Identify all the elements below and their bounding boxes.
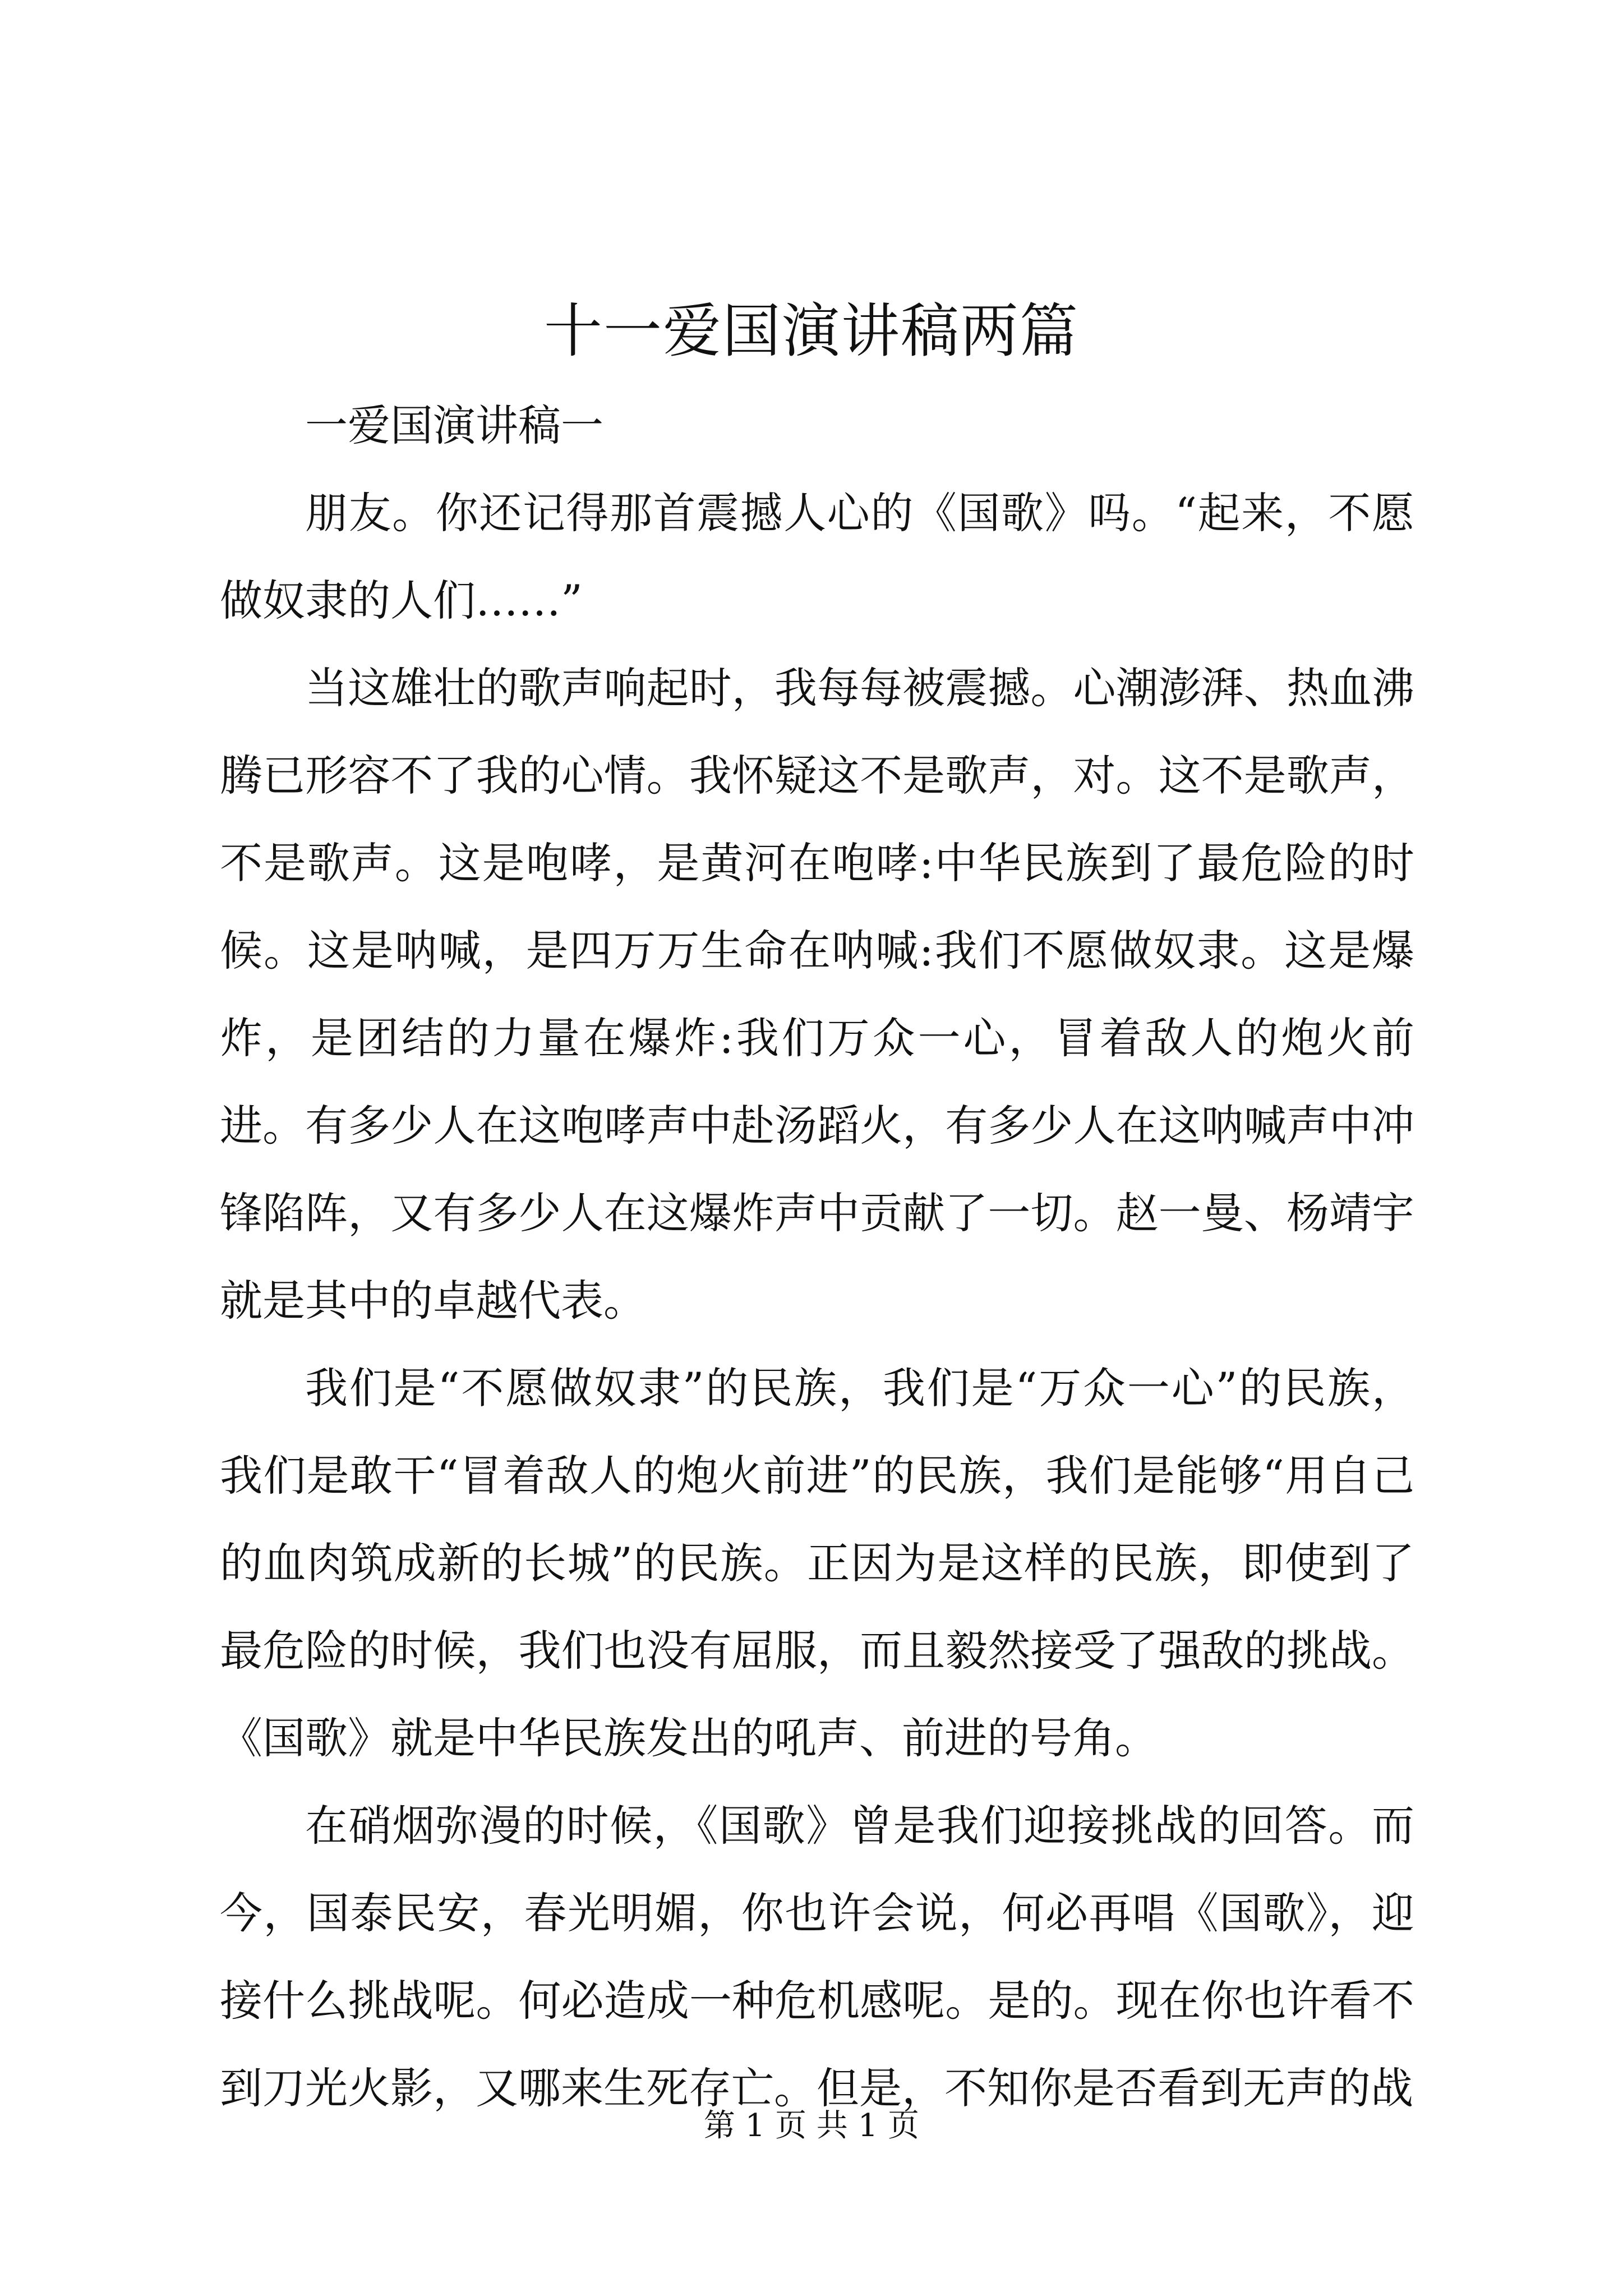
page-number-footer: 第 1 页 共 1 页 [703, 2108, 920, 2144]
paragraph: 我们是“不愿做奴隶”的民族，我们是“万众一心”的民族，我们是敢干“冒着敌人的炮火前进”的民族，我们是能够“用自己的血肉筑成新的长城”的民族。正因为是这样的民族，即使到了最危险的时候，我们也没有屈服，而且毅然接受了强敌的挑战。《国歌》就是中华民族发出的吼声、前进的号角。 [220, 1363, 1414, 1763]
paragraph-heading: 一爱国演讲稿一 [305, 401, 603, 450]
document-title: 十一爱国演讲稿两篇 [543, 297, 1079, 365]
paragraph: 在硝烟弥漫的时候，《国歌》曾是我们迎接挑战的回答。而今，国泰民安，春光明媚，你也许会说，何必再唱《国歌》，迎接什么挑战呢。何必造成一种危机感呢。是的。现在你也许看不到刀光火影，又哪来生死存亡。但是，不知你是否看到无声的战 [220, 1801, 1414, 2113]
paragraph: 当这雄壮的歌声响起时，我每每被震撼。心潮澎湃、热血沸腾已形容不了我的心情。我怀疑这不是歌声，对。这不是歌声，不是歌声。这是咆哮，是黄河在咆哮:中华民族到了最危险的时候。这是呐喊，是四万万生命在呐喊:我们不愿做奴隶。这是爆炸，是团结的力量在爆炸:我们万众一心，冒着敌人的炮火前进。有多少人在这咆哮声中赴汤蹈火，有多少人在这呐喊声中冲锋陷阵，又有多少人在这爆炸声中贡献了一切。赵一曼、杨靖宇就是其中的卓越代表。 [220, 663, 1414, 1326]
paragraph: 朋友。你还记得那首震撼人心的《国歌》吗。“起来，不愿做奴隶的人们……” [220, 488, 1414, 625]
document-body [220, 382, 1414, 2132]
